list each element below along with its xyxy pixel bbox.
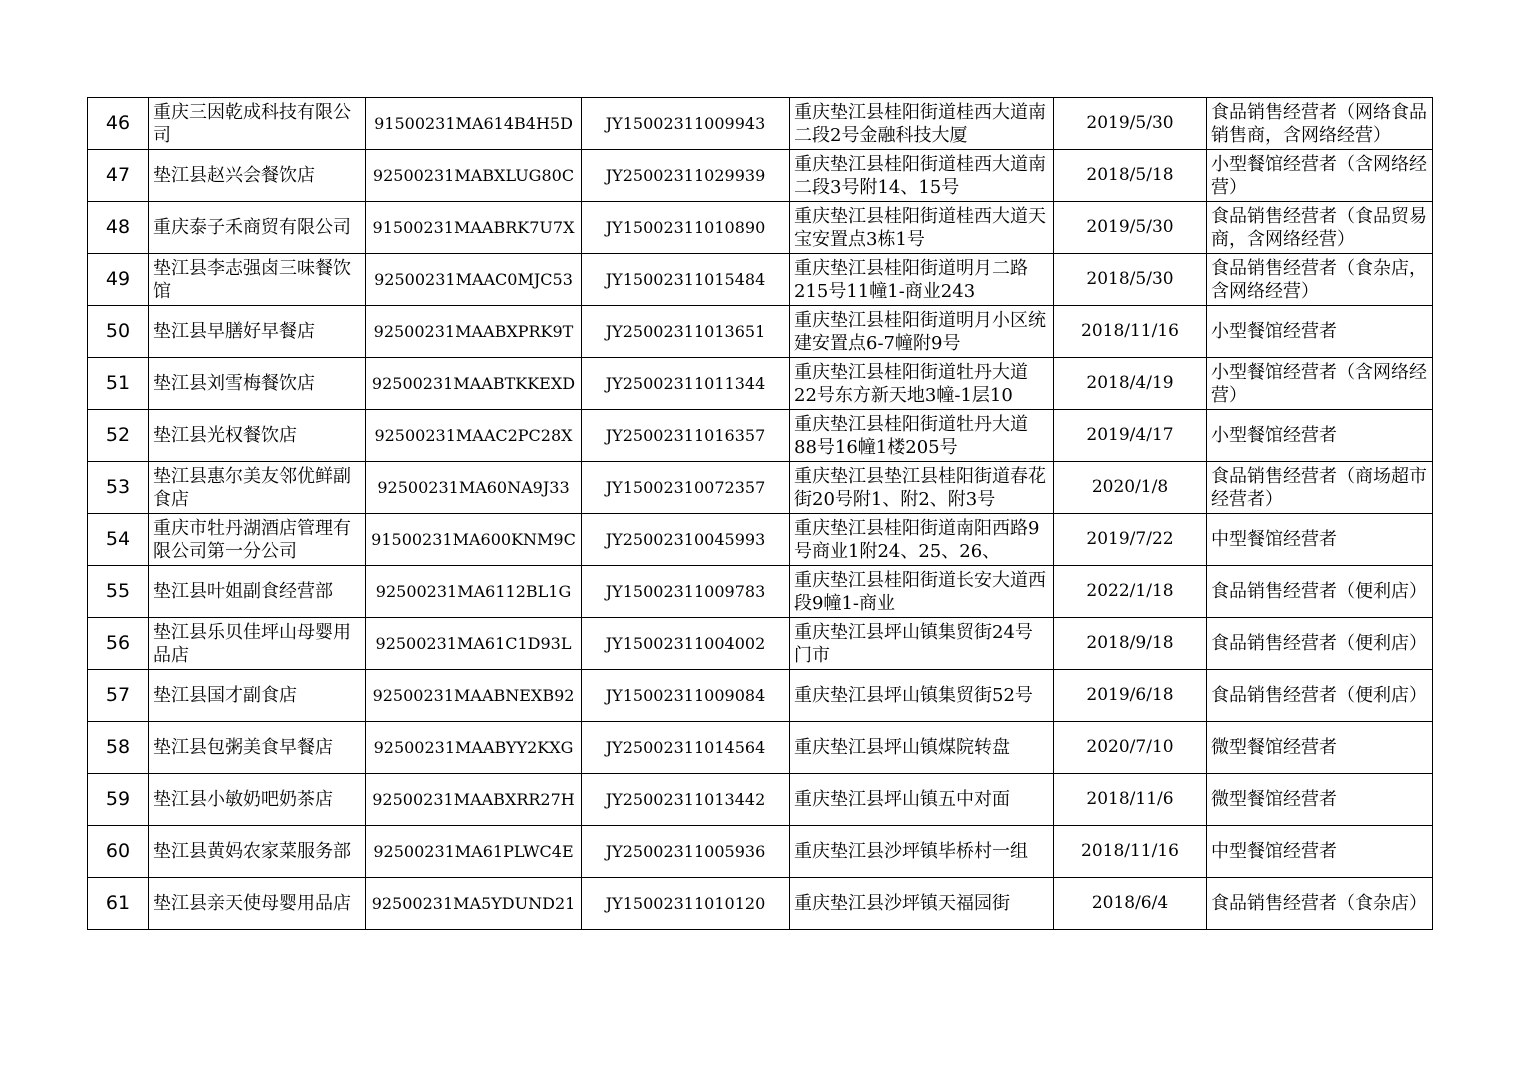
business-type: 食品销售经营者（便利店） (1207, 618, 1433, 670)
license-number: JY25002310045993 (582, 514, 790, 566)
credit-code: 91500231MAABRK7U7X (366, 202, 582, 254)
credit-code: 92500231MAABTKKEXD (366, 358, 582, 410)
business-type: 食品销售经营者（网络食品销售商，含网络经营） (1207, 98, 1433, 150)
license-number: JY15002311004002 (582, 618, 790, 670)
license-number: JY15002311015484 (582, 254, 790, 306)
issue-date: 2018/11/6 (1054, 774, 1207, 826)
credit-code: 92500231MA61PLWC4E (366, 826, 582, 878)
license-number: JY15002311010120 (582, 878, 790, 930)
license-table (87, 97, 1433, 930)
issue-date: 2019/4/17 (1054, 410, 1207, 462)
business-name: 垫江县赵兴会餐饮店 (149, 150, 366, 202)
row-number: 46 (88, 98, 149, 150)
issue-date: 2018/5/18 (1054, 150, 1207, 202)
license-number: JY15002311010890 (582, 202, 790, 254)
table-row (88, 410, 1433, 462)
table-row (88, 254, 1433, 306)
business-address: 重庆垫江县坪山镇煤院转盘 (790, 722, 1054, 774)
business-name: 重庆泰子禾商贸有限公司 (149, 202, 366, 254)
license-number: JY15002310072357 (582, 462, 790, 514)
license-number: JY15002311009943 (582, 98, 790, 150)
table-row (88, 670, 1433, 722)
issue-date: 2018/11/16 (1054, 826, 1207, 878)
table-row (88, 722, 1433, 774)
business-address: 重庆垫江县桂阳街道南阳西路9号商业1附24、25、26、 (790, 514, 1054, 566)
issue-date: 2019/6/18 (1054, 670, 1207, 722)
table-row (88, 774, 1433, 826)
business-name: 垫江县光权餐饮店 (149, 410, 366, 462)
row-number: 59 (88, 774, 149, 826)
credit-code: 91500231MA614B4H5D (366, 98, 582, 150)
table-row (88, 98, 1433, 150)
business-address: 重庆垫江县桂阳街道桂西大道天宝安置点3栋1号 (790, 202, 1054, 254)
issue-date: 2022/1/18 (1054, 566, 1207, 618)
business-name: 垫江县惠尔美友邻优鲜副食店 (149, 462, 366, 514)
business-name: 垫江县小敏奶吧奶茶店 (149, 774, 366, 826)
business-address: 重庆垫江县桂阳街道长安大道西段9幢1-商业 (790, 566, 1054, 618)
issue-date: 2020/7/10 (1054, 722, 1207, 774)
business-name: 重庆三因乾成科技有限公司 (149, 98, 366, 150)
table-row (88, 566, 1433, 618)
business-type: 食品销售经营者（商场超市经营者） (1207, 462, 1433, 514)
table-row (88, 150, 1433, 202)
row-number: 54 (88, 514, 149, 566)
table-body (88, 98, 1433, 930)
business-address: 重庆垫江县垫江县桂阳街道春花街20号附1、附2、附3号 (790, 462, 1054, 514)
business-type: 小型餐馆经营者 (1207, 410, 1433, 462)
row-number: 61 (88, 878, 149, 930)
business-address: 重庆垫江县桂阳街道明月小区统建安置点6-7幢附9号 (790, 306, 1054, 358)
issue-date: 2019/5/30 (1054, 202, 1207, 254)
business-type: 食品销售经营者（食杂店，含网络经营） (1207, 254, 1433, 306)
business-type: 中型餐馆经营者 (1207, 514, 1433, 566)
business-name: 垫江县包粥美食早餐店 (149, 722, 366, 774)
issue-date: 2018/5/30 (1054, 254, 1207, 306)
license-number: JY25002311013442 (582, 774, 790, 826)
license-number: JY15002311009084 (582, 670, 790, 722)
business-name: 垫江县乐贝佳坪山母婴用品店 (149, 618, 366, 670)
issue-date: 2018/11/16 (1054, 306, 1207, 358)
credit-code: 92500231MA60NA9J33 (366, 462, 582, 514)
credit-code: 92500231MABXLUG80C (366, 150, 582, 202)
business-name: 垫江县叶姐副食经营部 (149, 566, 366, 618)
business-address: 重庆垫江县桂阳街道桂西大道南二段2号金融科技大厦 (790, 98, 1054, 150)
credit-code: 92500231MA5YDUND21 (366, 878, 582, 930)
business-type: 食品销售经营者（食杂店） (1207, 878, 1433, 930)
business-type: 中型餐馆经营者 (1207, 826, 1433, 878)
row-number: 49 (88, 254, 149, 306)
business-address: 重庆垫江县桂阳街道牡丹大道22号东方新天地3幢-1层10 (790, 358, 1054, 410)
issue-date: 2019/7/22 (1054, 514, 1207, 566)
credit-code: 92500231MAABNEXB92 (366, 670, 582, 722)
issue-date: 2018/9/18 (1054, 618, 1207, 670)
issue-date: 2020/1/8 (1054, 462, 1207, 514)
license-number: JY25002311014564 (582, 722, 790, 774)
license-number: JY25002311005936 (582, 826, 790, 878)
credit-code: 92500231MA6112BL1G (366, 566, 582, 618)
credit-code: 92500231MAAC2PC28X (366, 410, 582, 462)
table-row (88, 826, 1433, 878)
business-address: 重庆垫江县桂阳街道桂西大道南二段3号附14、15号 (790, 150, 1054, 202)
license-number: JY25002311011344 (582, 358, 790, 410)
row-number: 47 (88, 150, 149, 202)
row-number: 58 (88, 722, 149, 774)
row-number: 48 (88, 202, 149, 254)
table-row (88, 462, 1433, 514)
business-type: 微型餐馆经营者 (1207, 722, 1433, 774)
table-row (88, 202, 1433, 254)
row-number: 57 (88, 670, 149, 722)
credit-code: 92500231MA61C1D93L (366, 618, 582, 670)
business-name: 垫江县亲天使母婴用品店 (149, 878, 366, 930)
business-name: 垫江县李志强卤三味餐饮馆 (149, 254, 366, 306)
table-row (88, 306, 1433, 358)
license-number: JY25002311016357 (582, 410, 790, 462)
business-name: 垫江县国才副食店 (149, 670, 366, 722)
issue-date: 2018/4/19 (1054, 358, 1207, 410)
credit-code: 92500231MAABXRR27H (366, 774, 582, 826)
business-type: 小型餐馆经营者（含网络经营） (1207, 150, 1433, 202)
table-row (88, 618, 1433, 670)
business-type: 小型餐馆经营者（含网络经营） (1207, 358, 1433, 410)
license-number: JY25002311013651 (582, 306, 790, 358)
table-row (88, 878, 1433, 930)
credit-code: 92500231MAABYY2KXG (366, 722, 582, 774)
row-number: 53 (88, 462, 149, 514)
business-name: 重庆市牡丹湖酒店管理有限公司第一分公司 (149, 514, 366, 566)
row-number: 60 (88, 826, 149, 878)
business-name: 垫江县黄妈农家菜服务部 (149, 826, 366, 878)
business-type: 微型餐馆经营者 (1207, 774, 1433, 826)
business-address: 重庆垫江县坪山镇五中对面 (790, 774, 1054, 826)
issue-date: 2018/6/4 (1054, 878, 1207, 930)
table-row (88, 514, 1433, 566)
issue-date: 2019/5/30 (1054, 98, 1207, 150)
business-type: 小型餐馆经营者 (1207, 306, 1433, 358)
row-number: 52 (88, 410, 149, 462)
license-number: JY15002311009783 (582, 566, 790, 618)
business-address: 重庆垫江县坪山镇集贸街52号 (790, 670, 1054, 722)
business-address: 重庆垫江县桂阳街道牡丹大道88号16幢1楼205号 (790, 410, 1054, 462)
business-type: 食品销售经营者（食品贸易商，含网络经营） (1207, 202, 1433, 254)
row-number: 56 (88, 618, 149, 670)
business-address: 重庆垫江县沙坪镇天福园街 (790, 878, 1054, 930)
business-name: 垫江县早膳好早餐店 (149, 306, 366, 358)
business-address: 重庆垫江县沙坪镇毕桥村一组 (790, 826, 1054, 878)
row-number: 50 (88, 306, 149, 358)
business-address: 重庆垫江县坪山镇集贸街24号门市 (790, 618, 1054, 670)
row-number: 51 (88, 358, 149, 410)
credit-code: 91500231MA600KNM9C (366, 514, 582, 566)
table-row (88, 358, 1433, 410)
credit-code: 92500231MAABXPRK9T (366, 306, 582, 358)
business-address: 重庆垫江县桂阳街道明月二路215号11幢1-商业243 (790, 254, 1054, 306)
business-type: 食品销售经营者（便利店） (1207, 670, 1433, 722)
license-number: JY25002311029939 (582, 150, 790, 202)
credit-code: 92500231MAAC0MJC53 (366, 254, 582, 306)
business-type: 食品销售经营者（便利店） (1207, 566, 1433, 618)
row-number: 55 (88, 566, 149, 618)
business-name: 垫江县刘雪梅餐饮店 (149, 358, 366, 410)
